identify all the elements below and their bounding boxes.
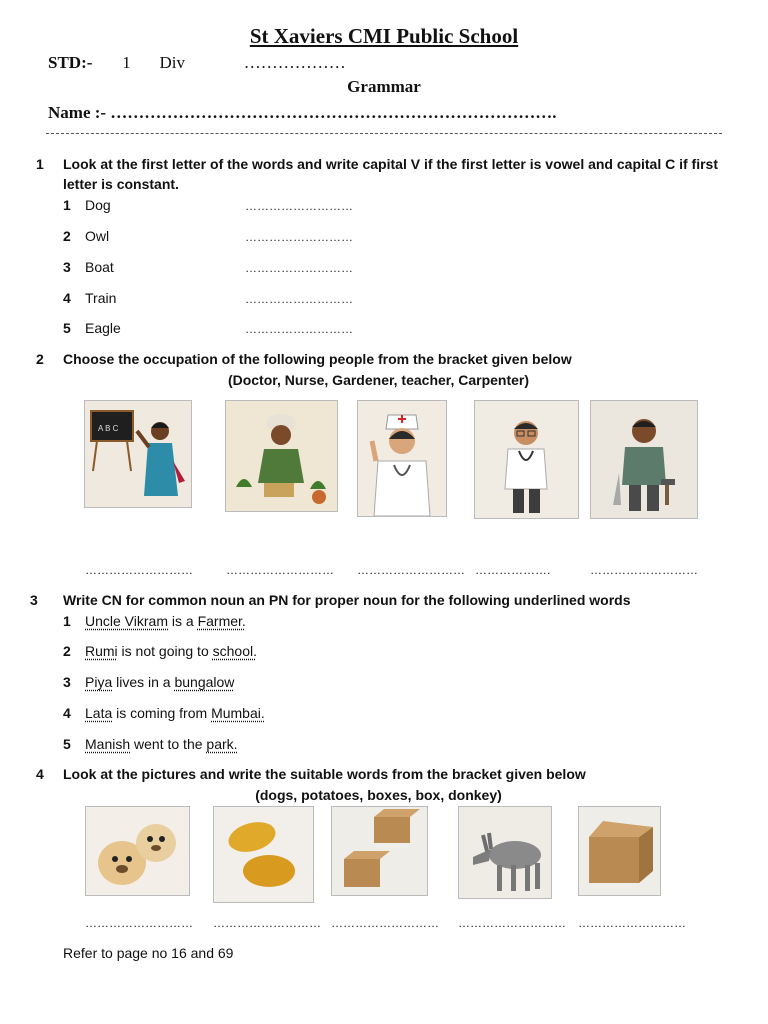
q2-options: (Doctor, Nurse, Gardener, teacher, Carpenter) <box>227 372 530 388</box>
q1-answer-blank[interactable]: ……………………… <box>245 199 353 213</box>
q1-answer-blank[interactable]: ……………………… <box>245 261 353 275</box>
box-picture <box>578 806 661 896</box>
q4-text: Look at the pictures and write the suitable words from the bracket given below <box>63 766 586 782</box>
q1-item: 4 Train <box>63 290 117 306</box>
q2-answer-blank[interactable]: ……………………… <box>85 563 193 577</box>
divider <box>46 133 722 134</box>
std-label: STD:- <box>48 53 93 72</box>
q2-answer-blank[interactable]: ……………………… <box>226 563 334 577</box>
div-label: Div <box>159 53 185 72</box>
donkey-picture <box>458 806 552 899</box>
q2-answer-blank[interactable]: ……………………… <box>590 563 698 577</box>
dogs-picture <box>85 806 190 896</box>
div-blank[interactable]: ……………… <box>243 53 346 72</box>
gardener-picture <box>225 400 338 512</box>
q2-text: Choose the occupation of the following people from the bracket given below <box>63 351 572 367</box>
q1-answer-blank[interactable]: ……………………… <box>245 230 353 244</box>
q2-answer-blank[interactable]: ……………………… <box>357 563 465 577</box>
q1-text: Look at the first letter of the words and write capital V if the first letter is vowel and capital C if first letter is constant. <box>63 156 719 192</box>
std-value: 1 <box>122 53 131 72</box>
q4-number: 4 <box>36 766 44 782</box>
name-field[interactable]: Name :- ……………………………………………………………………. <box>48 103 557 122</box>
q1-answer-blank[interactable]: ……………………… <box>245 292 353 306</box>
footer-reference: Refer to page no 16 and 69 <box>63 945 234 961</box>
doctor-picture <box>474 400 579 519</box>
q4-answer-blank[interactable]: ……………………… <box>578 916 686 930</box>
board-text: A B C <box>98 424 119 433</box>
potatoes-picture <box>213 806 314 903</box>
carpenter-picture <box>590 400 698 519</box>
q1-item: 2 Owl <box>63 228 110 244</box>
q1-item: 1 Dog <box>63 197 111 213</box>
q3-text: Write CN for common noun an PN for proper noun for the following underlined words <box>63 592 631 608</box>
q3-item: 5 Manish went to the park. <box>63 736 238 752</box>
q1-answer-blank[interactable]: ……………………… <box>245 322 353 336</box>
q4-answer-blank[interactable]: ……………………… <box>213 916 321 930</box>
q3-item: 3 Piya lives in a bungalow <box>63 674 235 690</box>
teacher-picture <box>84 400 192 508</box>
q3-item: 4 Lata is coming from Mumbai. <box>63 705 265 721</box>
nurse-picture <box>357 400 447 517</box>
q4-answer-blank[interactable]: ……………………… <box>331 916 439 930</box>
subject-title: Grammar <box>347 77 421 96</box>
std-row <box>48 53 346 73</box>
q3-item: 1 Uncle Vikram is a Farmer. <box>63 613 246 629</box>
boxes-picture <box>331 806 428 896</box>
q4-answer-blank[interactable]: ……………………… <box>458 916 566 930</box>
q4-answer-blank[interactable]: ……………………… <box>85 916 193 930</box>
q1-item: 3 Boat <box>63 259 114 275</box>
q2-number: 2 <box>36 351 44 367</box>
q4-options: (dogs, potatoes, boxes, box, donkey) <box>255 787 502 803</box>
q1-number: 1 <box>36 156 44 172</box>
school-title: St Xaviers CMI Public School <box>249 24 519 48</box>
q1-item: 5 Eagle <box>63 320 121 336</box>
q2-answer-blank[interactable]: ………………. <box>475 563 551 577</box>
q3-number: 3 <box>30 592 38 608</box>
q3-item: 2 Rumi is not going to school. <box>63 643 257 659</box>
